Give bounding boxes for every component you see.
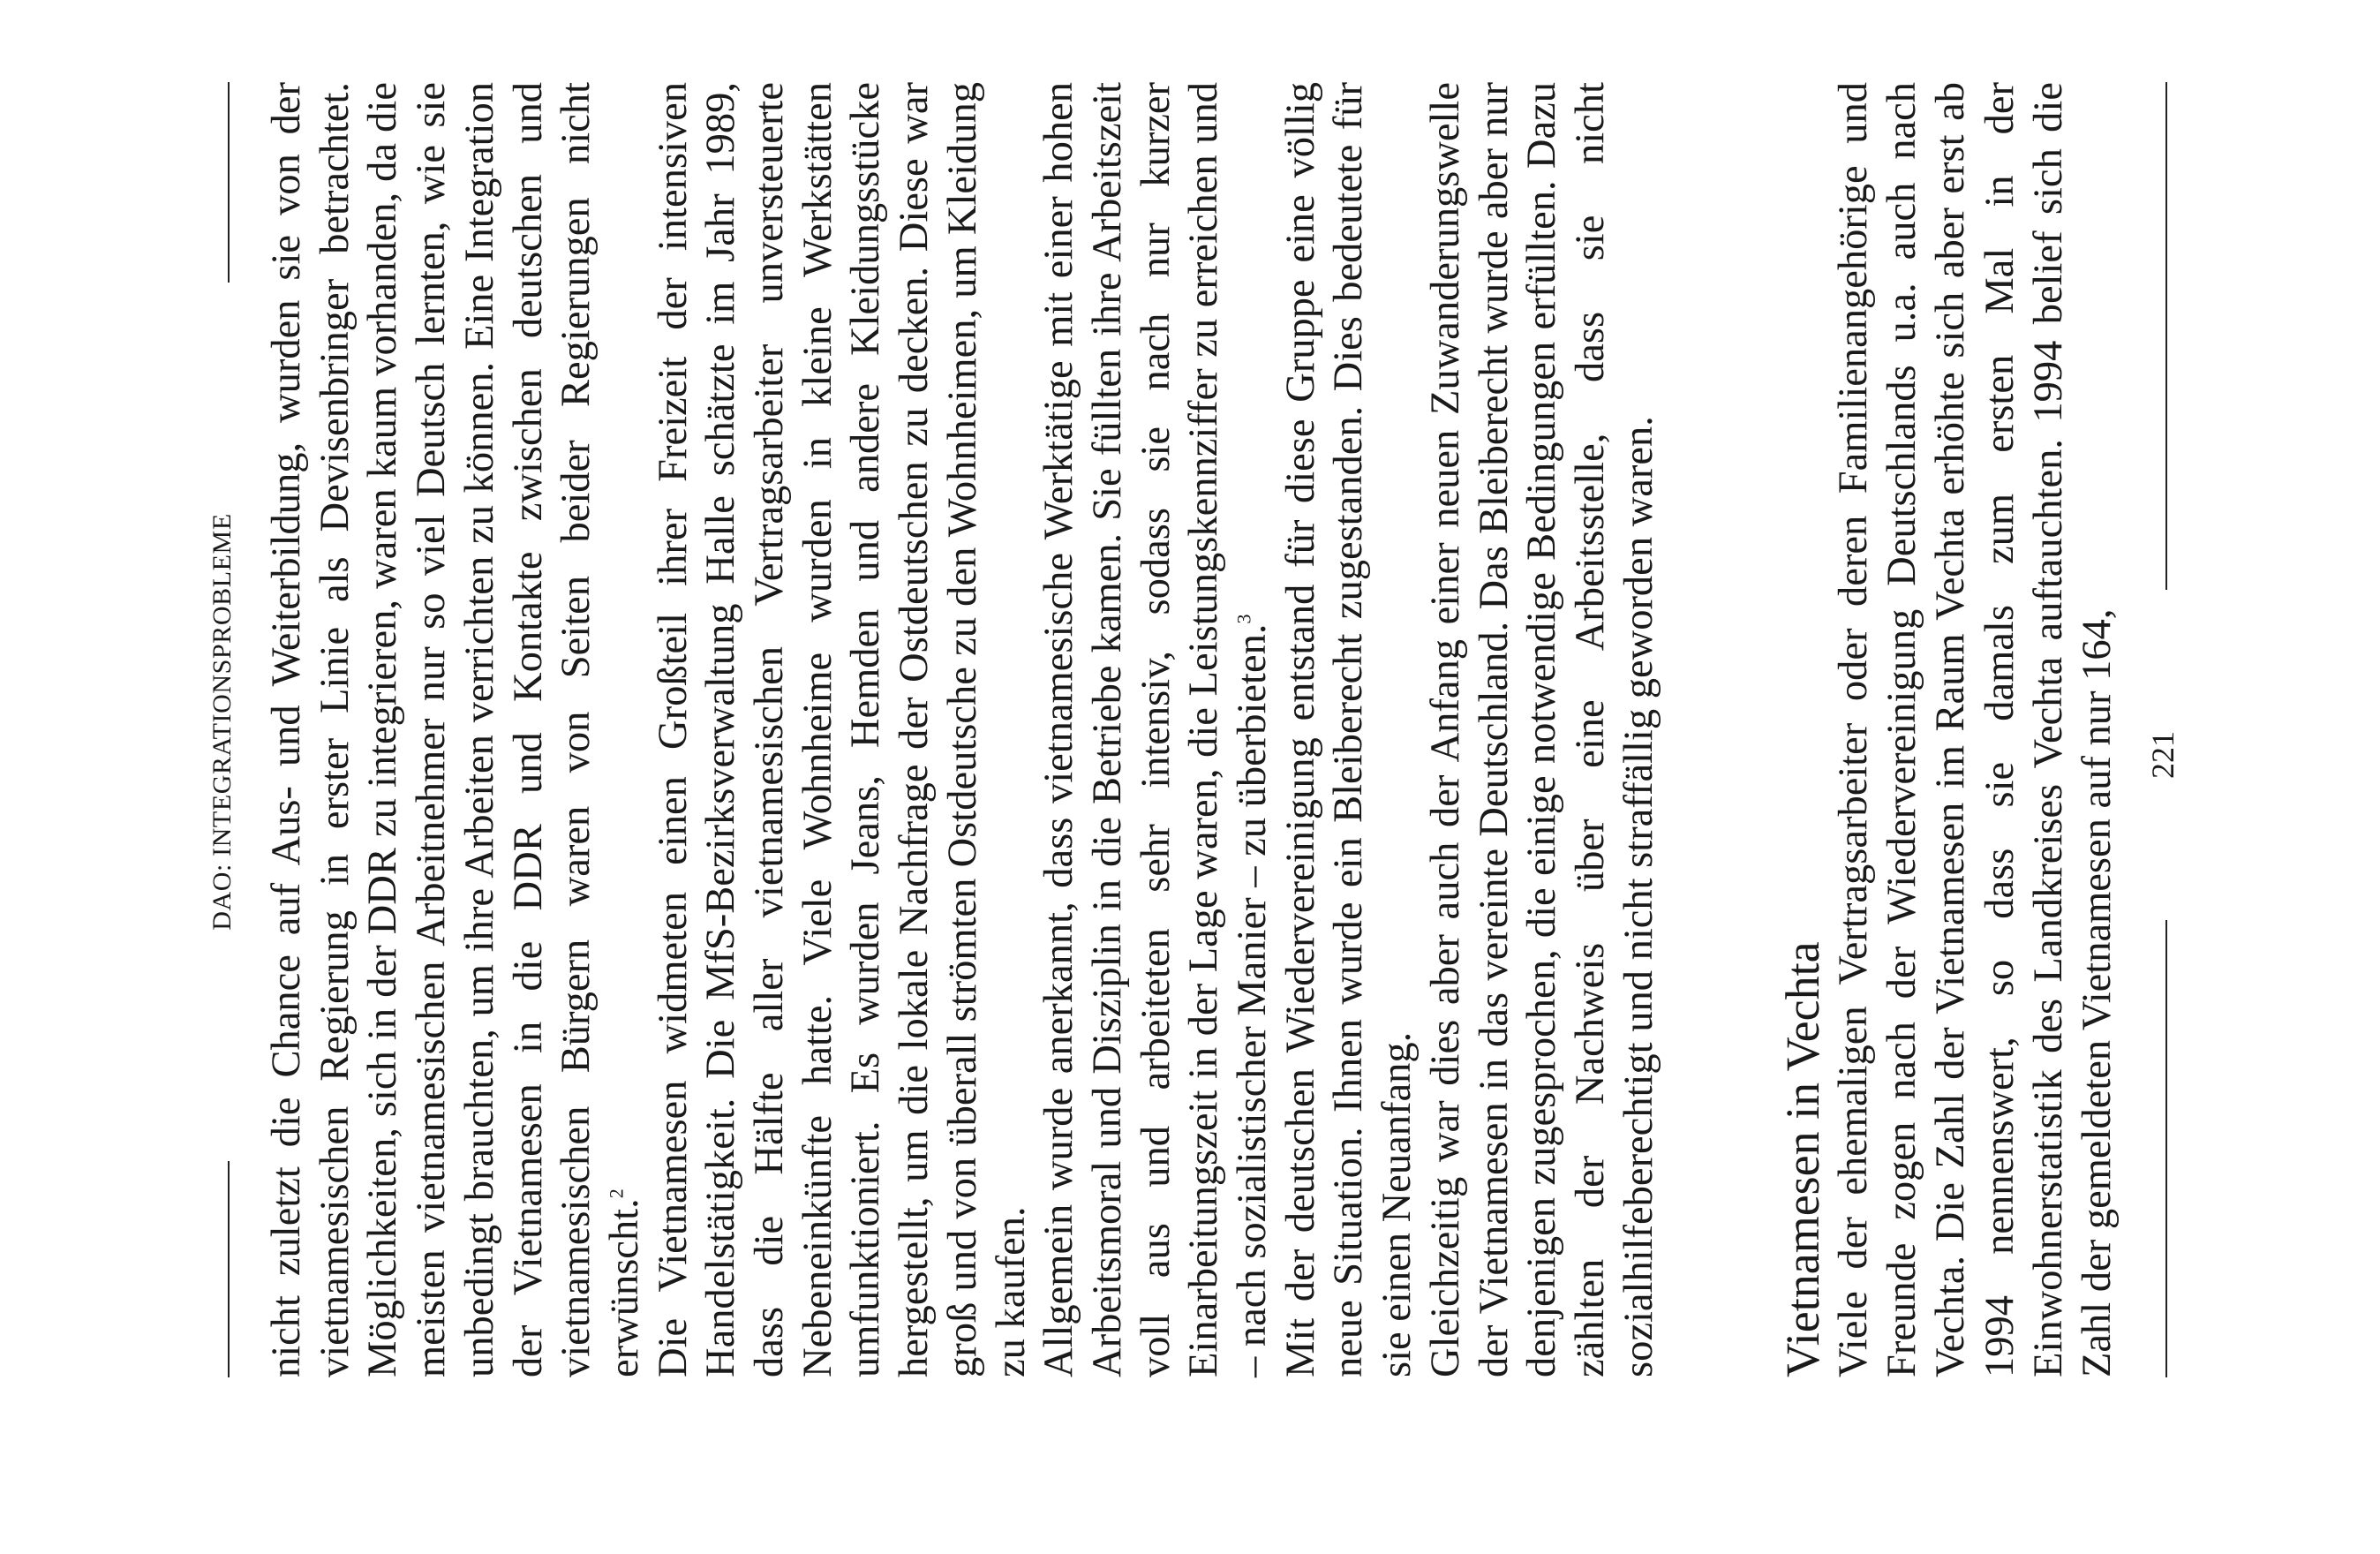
body-text [263,82,1663,1377]
paragraph: Allgemein wurde anerkannt, dass vietnamesische Werktätige mit einer hohen Arbeitsmoral und Disziplin in die Betriebe kamen. Sie füllten ihre Arbeitszeit voll aus und arbeiteten sehr intensiv, sodass sie nach nur kurzer Einarbeitungszeit in der Lage waren, die Leistungskennziffer zu erreichen und – nach sozialistischer Manier – zu überbieten.$^3$ [1036,82,1276,1377]
footnote-marker: 3 [1232,614,1255,624]
footnote-marker: 2 [605,1188,628,1199]
footer-rule-right [2165,82,2167,590]
paragraph: nicht zuletzt die Chance auf Aus- und Weiterbildung, wurden sie von der vietnamesischen Regierung in erster Linie als Devisenbringer betrachtet. Möglichkeiten, sich in der DDR zu integrieren, waren kaum vorhanden, da die meisten vietnamesischen Arbeitnehmer nur so viel Deutsch lernten, wie sie unbedingt brauchten, um ihre Arbeiten verrichten zu können. Eine Integration der Vietnamesen in die DDR und Kontakte zwischen deutschen und vietnamesischen Bürgern waren von Seiten beider Regierungen nicht erwünscht.$^2$ [264,82,647,1377]
header-rule-right [228,82,230,283]
footer-rule-left [2165,920,2167,1377]
running-title: DAO: INTEGRATIONSPROBLEME [207,513,237,931]
paragraph: Mit der deutschen Wiedervereinigung entstand für diese Gruppe eine völlig neue Situation. Ihnen wurde ein Bleiberecht zugestanden. Dies bedeutete für sie einen Neuanfang. [1277,82,1420,1377]
paragraph: Die Vietnamesen widmeten einen Großteil ihrer Freizeit der intensiven Handelstätigkeit. Die MfS-Bezirksverwaltung Halle schätzte im Jahr 1989, dass die Hälfte aller vietnamesischen Vertragsarbeiter unversteuerte Nebeneinkünfte hatte. Viele Wohnheime wurden in kleine Werkstätten umfunktioniert. Es wurden Jeans, Hemden und andere Kleidungsstücke hergestellt, um die lokale Nachfrage der Ostdeutschen zu decken. Diese war groß und von überall strömten Ostdeutsche zu den Wohnheimen, um Kleidung zu kaufen. [650,82,1034,1377]
paragraph: Gleichzeitig war dies aber auch der Anfang einer neuen Zuwanderungswelle der Vietnamesen in das vereinte Deutschland. Das Bleiberecht wurde aber nur denjenigen zugesprochen, die einige notwendige Bedingungen erfüllten. Dazu zählten der Nachweis über eine Arbeitsstelle, dass sie nicht sozialhilfeberechtigt und nicht straffällig geworden waren. [1422,82,1661,1377]
section-heading: Vietnamesen in Vechta [1776,941,1829,1377]
header-rule-left [228,1161,230,1377]
paragraph: Viele der ehemaligen Vertragsarbeiter oder deren Familienangehörige und Freunde zogen nach der Wiedervereinigung Deutschlands u.a. auch nach Vechta. Die Zahl der Vietnamesen im Raum Vechta erhöhte sich aber erst ab 1994 nennenswert, so dass sie damals zum ersten Mal in der Einwohnerstatistik des Landkreises Vechta auftauchten. 1994 belief sich die Zahl der gemeldeten Vietnamesen auf nur 164, [1831,82,2120,1377]
section-body [1829,82,2121,1377]
page-number: 221 [2145,731,2180,779]
